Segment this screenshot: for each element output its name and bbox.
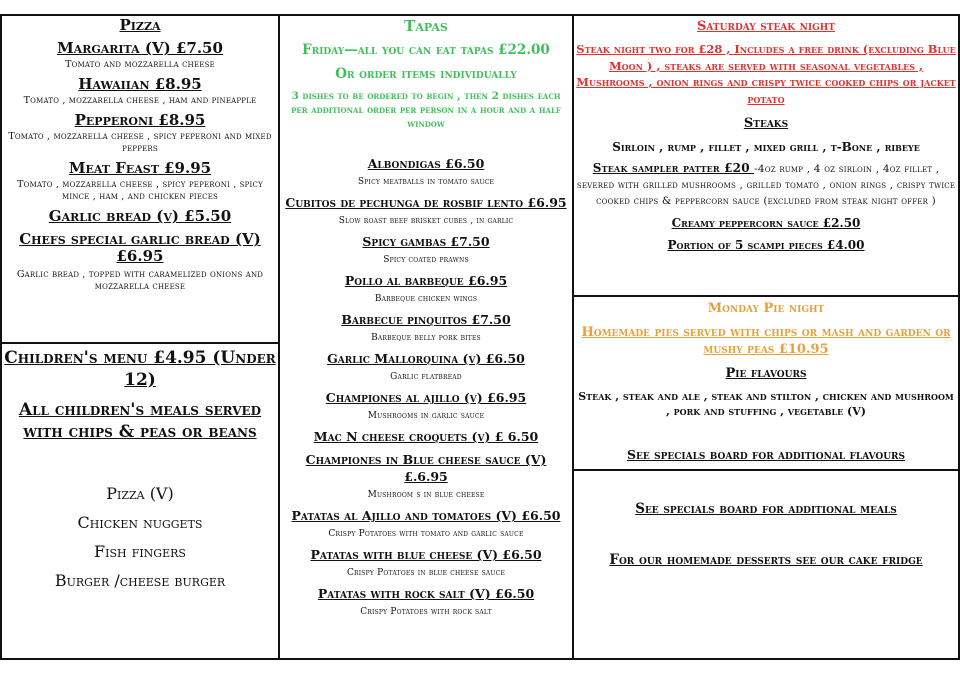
pie-column: [576, 300, 956, 463]
steaks-list: Sirloin , rump , fillet , mixed grill , t-Bone , ribeye: [612, 140, 920, 154]
children-item: Pizza (V): [106, 484, 174, 503]
children-item: Fish fingers: [94, 542, 186, 561]
pizza-title: Pizza: [119, 16, 161, 34]
tapas-item-name: Barbecue pinquitos £7.50: [341, 312, 511, 327]
tapas-item-name: Garlic Mallorquina (v) £6.50: [327, 351, 525, 366]
children-column: [4, 347, 276, 595]
pie-flavours-heading: Pie flavours: [725, 366, 807, 381]
pizza-column: [4, 17, 276, 299]
children-subtitle: All children's meals served with chips & peas or beans: [18, 400, 262, 442]
tapas-item-desc: Barbeque chicken wings: [374, 294, 478, 304]
steak-sampler-name: Steak sampler patter £20: [592, 161, 755, 175]
children-item: Burger /cheese burger: [54, 571, 226, 590]
steak-offer: Steak night two for £28 , Includes a free drink (excluding Blue Moon ) , steaks are served with seasonal vegetables , Mushrooms , onion rings and crispy twice cooked chips or jacket potato: [576, 42, 956, 106]
tapas-item-name: Championes in Blue cheese sauce (V) £.6.95: [305, 452, 547, 484]
tapas-item-desc: Mushrooms in garlic sauce: [367, 411, 485, 421]
pie-specials: See specials board for additional flavours: [626, 447, 906, 462]
tapas-item-desc: Spicy coated prawns: [383, 255, 469, 265]
steak-sauce: Creamy peppercorn sauce £2.50: [671, 216, 861, 230]
pizza-item-name: Meat Feast £9.95: [68, 159, 212, 177]
tapas-item-name: Pollo al barbeque £6.95: [344, 273, 508, 288]
tapas-item-desc: Garlic flatbread: [390, 372, 462, 382]
desserts-note: For our homemade desserts see our cake fridge: [609, 552, 923, 568]
tapas-item-desc: Spicy meatballs in tomato sauce: [357, 177, 495, 187]
tapas-friday: Friday—all you can eat tapas £22.00: [302, 42, 550, 58]
tapas-item-name: Cubitos de pechunga de rosbif lento £6.95: [285, 195, 567, 210]
tapas-title: Tapas: [404, 17, 448, 35]
tapas-item-name: Spicy gambas £7.50: [362, 234, 490, 249]
pizza-item-desc: Garlic bread , topped with caramelized onions and mozzarella cheese: [16, 269, 264, 292]
tapas-or-order: Or order items individually: [335, 66, 517, 82]
pizza-item-name: Margarita (V) £7.50: [57, 39, 223, 57]
tapas-item-name: Championes al ajillo (v) £6.95: [325, 390, 527, 405]
tapas-item-name: Patatas al Ajillo and tomatoes (V) £6.50: [291, 508, 561, 523]
tapas-note: 3 dishes to be ordered to begin , then 2 dishes each per additional order per person in a hour and a half window: [291, 90, 561, 130]
pizza-item-desc: Tomato , mozzarella cheese , spicy peperoni , spicy mince , ham , and chicken pieces: [17, 179, 263, 202]
tapas-item-desc: Barbeque belly pork bites: [371, 333, 481, 343]
tapas-column: [282, 18, 570, 624]
steak-scampi: Portion of 5 scampi pieces £4.00: [667, 238, 865, 252]
tapas-item-desc: Mushroom s in blue cheese: [367, 490, 485, 500]
steaks-heading: Steaks: [743, 116, 789, 131]
pizza-item-desc: Tomato , mozzarella cheese , ham and pineapple: [23, 95, 257, 106]
children-item: Chicken nuggets: [77, 513, 203, 532]
steak-sampler: [576, 160, 956, 209]
tapas-item-name: Patatas with rock salt (V) £6.50: [317, 586, 535, 601]
steak-sampler-desc: -4oz rump , 4 oz sirloin , 4oz fillet , severed with grilled mushrooms , grilled tomato , onion rings , crispy twice cooked chips & peppercorn sauce (excluded from steak night offer ): [576, 163, 956, 207]
children-items: [4, 479, 276, 595]
pizza-item-name: Hawaiian £8.95: [78, 75, 202, 93]
tapas-item-desc: Crispy Potatoes with tomato and garlic sauce: [328, 529, 524, 539]
footer-column: [576, 501, 956, 569]
tapas-item-name: Mac N cheese croquets (v) £ 6.50: [313, 429, 539, 444]
tapas-item-desc: Slow roast beef brisket cubes , in garlic: [338, 216, 514, 226]
tapas-item-name: Patatas with blue cheese (V) £6.50: [310, 547, 542, 562]
tapas-item-desc: Crispy Potatoes with rock salt: [360, 607, 492, 617]
tapas-item-desc: Crispy Potatoes in blue cheese sauce: [346, 568, 506, 578]
tapas-item-name: Albondigas £6.50: [367, 156, 485, 171]
specials-meals: See specials board for additional meals: [635, 501, 897, 517]
pie-offer: Homemade pies served with chips or mash and garden or mushy peas £10.95: [581, 325, 951, 357]
pizza-item-desc: Tomato and mozzarella cheese: [65, 59, 215, 70]
children-title: Children's menu £4.95 (Under 12): [4, 348, 276, 390]
pizza-item-name: Chefs special garlic bread (V) £6.95: [19, 230, 261, 265]
steak-title: Saturday steak night: [697, 19, 835, 34]
pizza-item-name: Pepperoni £8.95: [74, 111, 206, 129]
tapas-items: [282, 155, 570, 618]
pizza-item-name: Garlic bread (v) £5.50: [48, 207, 232, 225]
steak-column: [576, 18, 956, 252]
pizza-item-desc: Tomato , mozzarella cheese , spicy peperoni and mixed peppers: [8, 131, 272, 154]
pie-title: Monday Pie night: [707, 301, 825, 316]
pie-flavours: Steak , steak and ale , steak and stilton , chicken and mushroom , pork and stuffing , vegetable (V): [578, 390, 954, 418]
